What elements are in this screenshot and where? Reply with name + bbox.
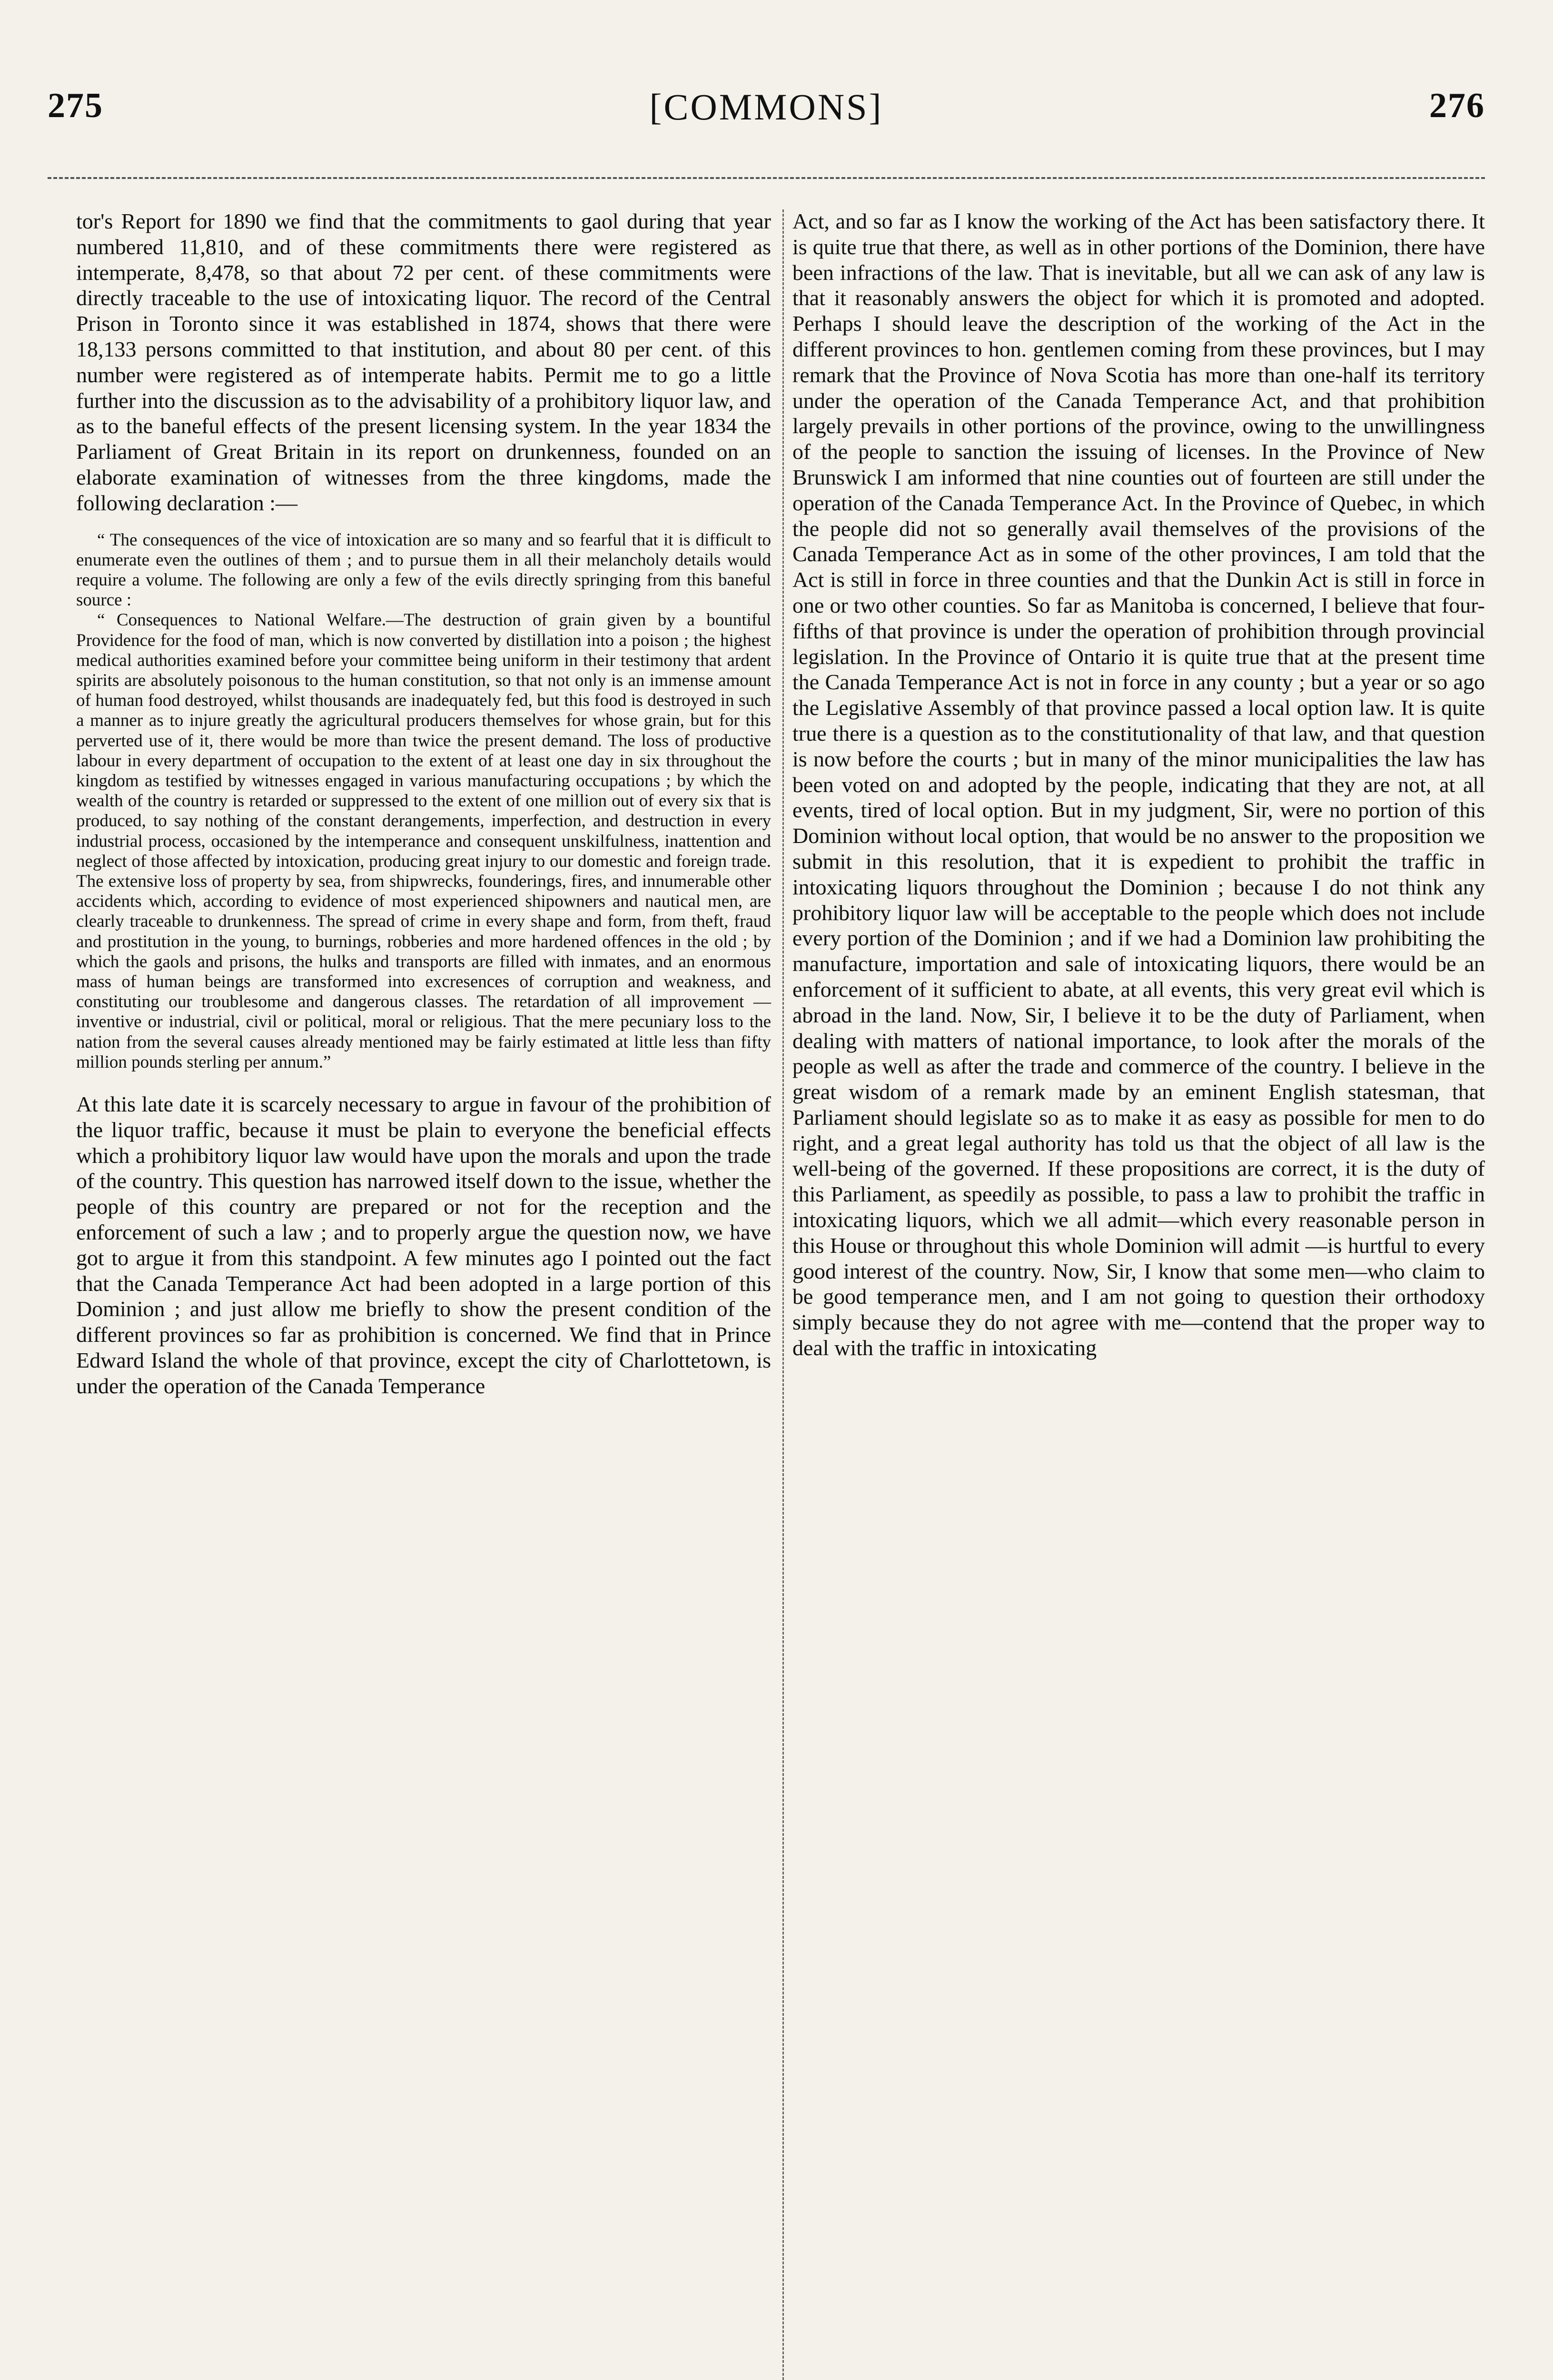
page-title: [COMMONS] — [649, 86, 883, 128]
left-column — [76, 208, 771, 1399]
right-paragraph-1: Act, and so far as I know the working of the Act has been satisfactory there. It is quite true that there, as well as in other portions of the Dominion, there have been infractions of the law. That is inevitable, but all we can ask of any law is that it reasonably answers the object for which it is promoted and adopted. Perhaps I should leave the description of the working of the Act in the different provinces to hon. gentlemen coming from these provinces, but I may remark that the Province of Nova Scotia has more than one-half its territory under the operation of the Canada Temperance Act, and that prohibition largely prevails in other portions of the province, owing to the unwillingness of the people to sanction the issuing of licenses. In the Province of New Brunswick I am informed that nine counties out of fourteen are still under the operation of the Canada Temperance Act. In the Province of Quebec, in which the people did not so generally avail themselves of the provisions of the Canada Temperance Act as in some of the other provinces, I am told that the Act is still in force in three counties and that the Dunkin Act is still in force in one or two other counties. So far as Manitoba is concerned, I believe that four-fifths of that province is under the operation of prohibition through provincial legislation. In the Province of Ontario it is quite true that at the present time the Canada Temperance Act is not in force in any county ; but a year or so ago the Legislative Assembly of that province passed a local option law. It is quite true there is a question as to the constitutionality of that law, and that question is now before the courts ; but in many of the minor municipalities the law has been voted on and adopted by the people, indicating that they are not, at all events, tired of local option. But in my judgment, Sir, were no portion of this Dominion without local option, that would be no answer to the proposition we submit in this resolution, that it is expedient to prohibit the traffic in intoxicating liquors throughout the Dominion ; because I do not think any prohibitory liquor law will be acceptable to the people which does not include every portion of the Dominion ; and if we had a Dominion law prohibiting the manufacture, importation and sale of intoxicating liquors, there would be an enforcement of it sufficient to abate, at all events, this very great evil which is abroad in the land. Now, Sir, I believe it to be the duty of Parliament, when dealing with matters of national importance, to look after the morals of the people as well as after the trade and commerce of the country. I believe in the great wisdom of a remark made by an eminent English statesman, that Parliament should legislate so as to make it as easy as possible for men to do right, and a great legal authority has told us that the object of all law is the well-being of the governed. If these propositions are correct, it is the duty of this Parliament, as speedily as possible, to pass a law to prohibit the traffic in intoxicating liquors, which we all admit—which every reasonable person in this House or throughout this whole Dominion will admit —is hurtful to every good interest of the country. Now, Sir, I know that some men—who claim to be good temperance men, and I am not going to question their orthodoxy simply because they do not agree with me—contend that the proper way to deal with the traffic in intoxicating — [792, 209, 1485, 1360]
quote-paragraph-1: “ The consequences of the vice of intoxication are so many and so fearful that it is difficult to enumerate even the outlines of them ; and to pursue them in all their melancholy details would require a volume. The following are only a few of the evils directly springing from this baneful source : — [76, 530, 771, 610]
quote-paragraph-2: “ Consequences to National Welfare.—The destruction of grain given by a bountiful Providence for the food of man, which is now converted by distillation into a poison ; the highest medical authorities examined before your committee being uniform in their testimony that ardent spirits are absolutely poisonous to the human constitution, so that not only is an immense amount of human food destroyed, whilst thousands are inadequately fed, but this food is destroyed in such a manner as to injure greatly the agricultural producers themselves for whose grain, but for this perverted use of it, there would be more than twice the present demand. The loss of productive labour in every department of occupation to the extent of at least one day in six throughout the kingdom as testified by witnesses engaged in various manufacturing occupations ; by which the wealth of the country is retarded or suppressed to the extent of one million out of every six that is produced, to say nothing of the constant derangements, imperfection, and destruction in every industrial process, occasioned by the intemperance and consequent unskilfulness, inattention and neglect of those affected by intoxication, producing great injury to our domestic and foreign trade. The extensive loss of property by sea, from shipwrecks, founderings, fires, and innumerable other accidents which, according to evidence of most experienced shipowners and nautical men, are clearly traceable to drunkenness. The spread of crime in every shape and form, from theft, fraud and prostitution in the young, to burnings, robberies and more hardened offences in the old ; by which the gaols and prisons, the hulks and transports are filled with inmates, and an enormous mass of human beings are transformed into excresences of corruption and weakness, and constituting our troublesome and dangerous classes. The retardation of all improvement —inventive or industrial, civil or political, moral or religious. That the mere pecuniary loss to the nation from the several causes already mentioned may be fairly estimated at little less than fifty million pounds sterling per annum.” — [76, 610, 771, 1072]
column-divider — [782, 209, 784, 2380]
left-paragraph-1: tor's Report for 1890 we find that the commitments to gaol during that year numbered 11,810, and of these commitments there were registered as intemperate, 8,478, so that about 72 per cent. of these commitments were directly traceable to the use of intoxicating liquor. The record of the Central Prison in Toronto since it was established in 1874, shows that there were 18,133 persons committed to that institution, and about 80 per cent. of this number were registered as of intemperate habits. Permit me to go a little further into the discussion as to the advisability of a prohibitory liquor law, and as to the baneful effects of the present licensing system. In the year 1834 the Parliament of Great Britain in its report on drunkenness, founded on an elaborate examination of witnesses from the three kingdoms, made the following declaration :— — [76, 209, 771, 515]
right-column — [792, 208, 1485, 1361]
page-header — [48, 86, 1485, 148]
page-number-left: 275 — [48, 86, 103, 125]
page-number-right: 276 — [1429, 86, 1485, 125]
header-rule — [48, 177, 1485, 179]
left-paragraph-2: At this late date it is scarcely necessary to argue in favour of the prohibition of the liquor traffic, because it must be plain to everyone the beneficial effects which a prohibitory liquor law would have upon the morals and upon the trade of the country. This question has narrowed itself down to the issue, whether the people of this country are prepared or not for the reception and the enforcement of such a law ; and to properly argue the question now, we have got to argue it from this standpoint. A few minutes ago I pointed out the fact that the Canada Temperance Act had been adopted in a large portion of this Dominion ; and just allow me briefly to show the present condition of the different provinces so far as prohibition is concerned. We find that in Prince Edward Island the whole of that province, except the city of Charlottetown, is under the operation of the Canada Temperance — [76, 1092, 771, 1398]
